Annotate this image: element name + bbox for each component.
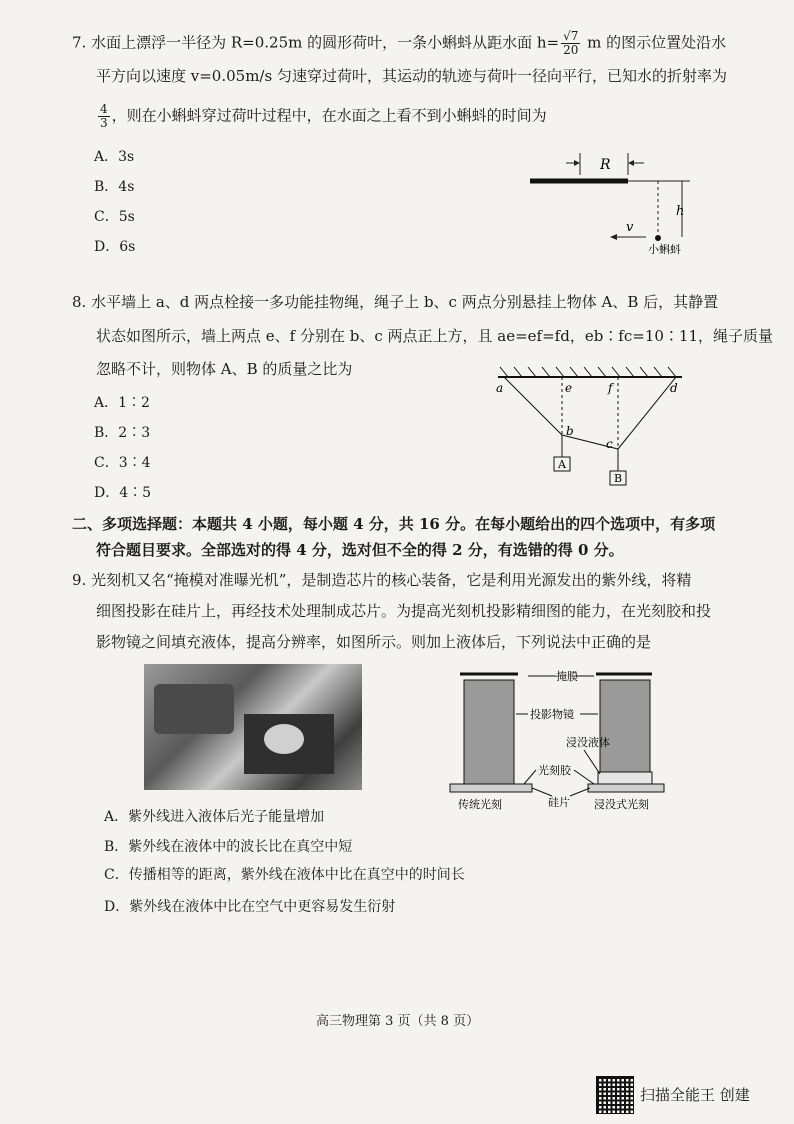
wafer-left [450, 784, 532, 792]
label-mask: 掩膜 [556, 670, 578, 683]
q7-number: 7. [72, 33, 87, 52]
point-e-label: e [565, 381, 573, 395]
q8-number: 8. [72, 293, 87, 311]
q8-option-d[interactable]: D．4∶5 [94, 485, 152, 501]
point-d-label: d [670, 381, 678, 395]
q8-option-b[interactable]: B．2∶3 [94, 425, 151, 441]
q8-line1: 8. 水平墙上 a、d 两点栓接一多功能挂物绳，绳子上 b、c 两点分别悬挂上物体 A、B 后，其静置 [72, 293, 719, 311]
mass-b-label: B [614, 472, 623, 485]
point-a-label: a [496, 381, 504, 395]
q9-line1: 9. 光刻机又名“掩模对准曝光机”，是制造芯片的核心装备，它是利用光源发出的紫外线，将精 [72, 571, 692, 589]
scanner-watermark: 扫描全能王 创建 [640, 1086, 750, 1104]
wafer-right [588, 784, 664, 792]
label-liquid: 浸没液体 [566, 736, 610, 749]
q7-line1: 7. 水面上漂浮一半径为 R=0.25m 的圆形荷叶，一条小蝌蚪从距水面 h= $\frac{√7}{20}$ m 的图示位置处沿水 [72, 29, 727, 57]
point-c-label: c [606, 437, 613, 451]
lens-right [600, 680, 650, 772]
section2-line2: 符合题目要求。全部选对的得 4 分，选对但不全的得 2 分，有选错的得 0 分。 [96, 541, 624, 559]
q7-h-fraction: $\frac{√7}{20}$ [563, 29, 579, 57]
lens-left [464, 680, 514, 784]
q7-option-c[interactable]: C．5s [94, 209, 135, 225]
label-lens: 投影物镜 [530, 708, 574, 721]
label-wafer: 硅片 [548, 796, 570, 809]
q9-figure [444, 666, 670, 812]
q8-figure [490, 365, 690, 490]
q7-option-b[interactable]: B．4s [94, 179, 135, 195]
q7-n-fraction: $\frac{4}{3}$ [100, 102, 108, 130]
point-b-label: b [566, 424, 574, 438]
q7-line3: $\frac{4}{3}$ ，则在小蝌蚪穿过荷叶过程中，在水面之上看不到小蝌蚪的时间为 [100, 102, 547, 130]
q9-line2: 细图投影在硅片上，再经技术处理制成芯片。为提高光刻机投影精细图的能力，在光刻胶和投 [96, 602, 712, 620]
lithography-machine-photo [144, 664, 362, 790]
page-footer: 高三物理第 3 页（共 8 页） [316, 1014, 480, 1029]
q9-option-a[interactable]: A．紫外线进入液体后光子能量增加 [104, 809, 325, 825]
immersion-liquid [598, 772, 652, 784]
q7-figure [490, 145, 700, 260]
q9-line3: 影物镜之间填充液体，提高分辨率，如图所示。则加上液体后，下列说法中正确的是 [96, 633, 652, 651]
q7-fig-tadpole-label: 小蝌蚪 [648, 243, 681, 256]
q7-fig-v: v [626, 220, 634, 235]
q7-line2: 平方向以速度 v=0.05m/s 匀速穿过荷叶，其运动的轨迹与荷叶一径向平行，已知水的折射率为 [96, 67, 727, 85]
q7-option-d[interactable]: D．6s [94, 239, 136, 255]
label-traditional: 传统光刻 [458, 798, 502, 811]
section2-line1: 二、多项选择题：本题共 4 小题，每小题 4 分，共 16 分。在每小题给出的四个选项中，有多项 [72, 515, 716, 533]
tadpole-dot [655, 235, 661, 241]
mass-a-label: A [558, 458, 566, 471]
label-immersion: 浸没式光刻 [594, 798, 649, 811]
q9-number: 9. [72, 571, 87, 589]
q7-option-a[interactable]: A．3s [94, 149, 135, 165]
label-resist: 光刻胶 [538, 764, 571, 777]
q8-line2: 状态如图所示，墙上两点 e、f 分别在 b、c 两点正上方，且 ae=ef=fd，eb∶fc=10∶11，绳子质量 [96, 327, 773, 345]
q7-fig-h: h [676, 204, 685, 219]
q8-option-a[interactable]: A．1∶2 [94, 395, 150, 411]
q9-option-b[interactable]: B．紫外线在液体中的波长比在真空中短 [104, 839, 353, 855]
rope [504, 377, 676, 449]
q7-fig-R: R [600, 157, 611, 173]
q8-option-c[interactable]: C．3∶4 [94, 455, 151, 471]
q9-option-c[interactable]: C．传播相等的距离，紫外线在液体中比在真空中的时间长 [104, 867, 465, 883]
q8-line3: 忽略不计，则物体 A、B 的质量之比为 [96, 360, 353, 378]
qr-code-icon [596, 1076, 634, 1114]
point-f-label: f [608, 381, 613, 395]
q9-option-d[interactable]: D．紫外线在液体中比在空气中更容易发生衍射 [104, 899, 396, 915]
